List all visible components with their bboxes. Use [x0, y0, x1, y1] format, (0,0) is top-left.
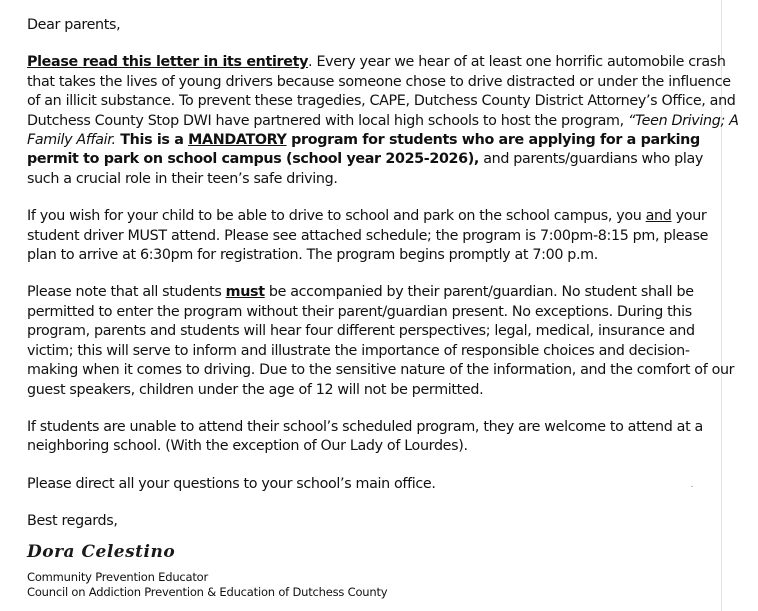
requirements-text-2: be accompanied by their parent/guardian. No student shall be permitted to enter the program without their parent/guardian present. No exceptions. During this program, parents and students will hear four different perspectives; legal, medical, insurance and victim; this will serve to inform and illustrate the importance of responsible choices and decision-making when it comes to driving. Due to the sensitive nature of the information, and the comfort of our guest speakers, children under the age of 12 will not be permitted. [27, 284, 735, 398]
mandatory-lead: This is a [115, 132, 189, 149]
intro-closing-text: and parents/guardians who play such a crucial role in their teen’s safe driving. [27, 151, 703, 187]
closing: Best regards, [27, 513, 118, 530]
must-emphasis: must [225, 284, 265, 301]
paragraph-questions: Please direct all your questions to your school’s main office. [27, 475, 436, 492]
mandatory-statement: program for students who are applying for a parking permit to park on school campus (school year 2025-2026), [27, 132, 700, 168]
paragraph-attendance [27, 207, 739, 265]
signer-organization: Council on Addiction Prevention & Education of Dutchess County [27, 585, 388, 599]
paragraph-requirements [27, 283, 739, 399]
intro-lead-period: . [308, 54, 313, 71]
salutation: Dear parents, [27, 17, 121, 33]
program-title: “Teen Driving; A Family Affair. [27, 112, 739, 149]
attendance-text-1: If you wish for your child to be able to drive to school and park on the school campus, you [27, 208, 646, 225]
read-entirety-notice: Please read this letter in its entirety [27, 54, 309, 71]
paragraph-alternate-school: If students are unable to attend their school’s scheduled program, they are welcome to attend at a neighboring school. (With the exception of Our Lady of Lourdes). [27, 418, 703, 455]
requirements-text-1: Please note that all students [27, 284, 226, 301]
attendance-text-2: your student driver MUST attend. Please see attached schedule; the program is 7:00pm-8:15 pm, please plan to arrive at 6:30pm for registration. The program begins promptly at 7:00 p.m. [27, 208, 709, 264]
signer-title: Community Prevention Educator [27, 570, 209, 584]
mandatory-word: MANDATORY [188, 132, 287, 149]
paragraph-intro [27, 53, 739, 189]
intro-text: Every year we hear of at least one horrific automobile crash that takes the lives of young drivers because someone chose to drive distracted or under the influence of an illicit substance. To prevent these tragedies, CAPE, Dutchess County District Attorney’s Office, and Dutchess County Stop DWI have partnered with local high schools to host the program, [27, 54, 736, 129]
letter-body [27, 16, 739, 552]
and-emphasis: and [645, 208, 672, 225]
signature: Dora Celestino [27, 542, 176, 562]
